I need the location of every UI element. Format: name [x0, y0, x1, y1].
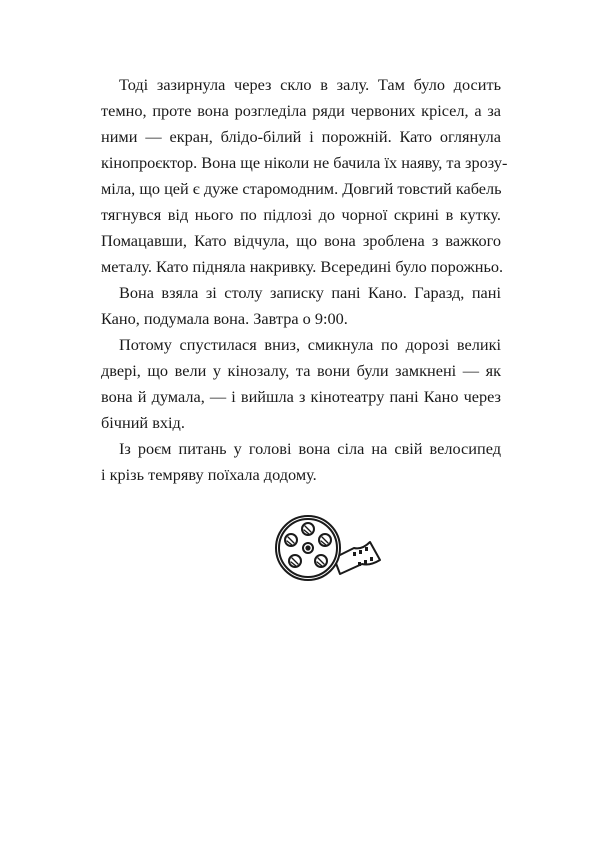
paragraph-2	[101, 280, 501, 332]
text-line: Із роєм питань у голові вона сіла на свій велосипед	[119, 439, 501, 458]
text-line: Вона взяла зі столу записку пані Кано. Гаразд, пані	[119, 283, 501, 302]
text-line: бічний вхід.	[101, 413, 185, 432]
text-line: і крізь темряву поїхала додому.	[101, 465, 317, 484]
paragraph-3	[101, 332, 501, 436]
body-text	[101, 72, 508, 488]
text-line: темно, проте вона розгледіла ряди червоних крісел, а за	[101, 101, 501, 120]
text-line: Потому спустилася вниз, смикнула по дорозі великі	[119, 335, 501, 354]
text-line: металу. Като підняла накривку. Всередині було порожньо.	[101, 257, 504, 276]
text-line: Помацавши, Като відчула, що вона зроблена з важкого	[101, 231, 501, 250]
paragraph-1	[101, 72, 508, 280]
text-line: Тоді зазирнула через скло в залу. Там було досить	[119, 75, 501, 94]
text-line: вона й думала, — і вийшла з кінотеатру пані Кано через	[101, 387, 501, 406]
text-line: ними — екран, блідо-білий і порожній. Като оглянула	[101, 127, 501, 146]
text-line: Кано, подумала вона. Завтра о 9:00.	[101, 309, 348, 328]
text-line: двері, що вели у кінозалу, та вони були замкнені — як	[101, 361, 501, 380]
paragraph-4	[101, 436, 501, 488]
film-reel-icon	[270, 512, 386, 584]
text-line: тягнувся від нього по підлозі до чорної скрині в кутку.	[101, 205, 501, 224]
text-line: міла, що цей є дуже старомодним. Довгий товстий кабель	[101, 179, 502, 198]
text-line: кінопроєктор. Вона ще ніколи не бачила їх наяву, та зрозу-	[101, 153, 508, 172]
